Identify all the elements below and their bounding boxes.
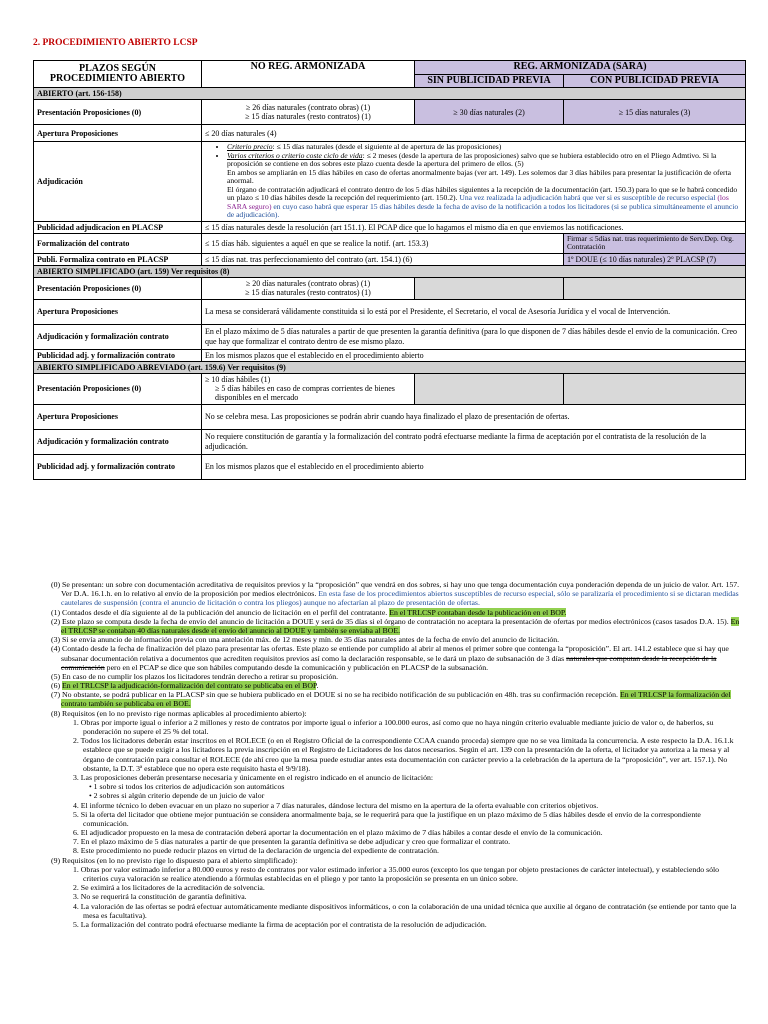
note-8-1: 1. Obras por importe igual o inferior a 2 millones y resto de contratos por importe igual o inferior a 100.000 euros, así como que no haya ningún criterio evaluable mediante juicio de valor o, de haberlos, su ponderación no supere el 25 % del total. [73,717,714,736]
note-2-highlight: En el TRLCSP se contaban 40 días naturales desde el envío del anuncio al DOUE y también se enviaba al BOE. [61,616,740,635]
note-2-text: (2) Este plazo se computa desde la fecha de envío del anuncio de licitación a DOUE y será de 35 días si el órgano de contratación no aceptara la presentación de ofertas por medios electrónicos (casos tasados D.A. 15). [51,616,731,626]
header-sara: REG. ARMONIZADA (SARA) [415,61,746,75]
simp-presentacion-obras: ≥ 20 días naturales (contrato obras) (1) [245,279,371,289]
note-9-1: 1. Obras por valor estimado inferior a 80.000 euros y resto de contratos por valor estimado inferior a 35.000 euros (excepto los que tengan por objeto prestaciones de carácter intelectual), y estableciendo sólo criterios cuya valoración se realice atendiendo a fórmulas establecidas en el pliego y por tanto la proposición se presenta en un único sobre. [73,864,720,883]
note-0-blue: En esta fase de los procedimientos abiertos susceptibles de recurso especial, sólo se paralizaría el procedimiento si se dictaran medidas cautelares de suspensión (contra el anuncio de licitación o contra los pliegos) aunque no afectarían al plazo de presentación de ofertas. [61,589,739,608]
abrev-adjudicacion-value: No requiere constitución de garantía y la formalización del contrato podrá efectuarse mediante la firma de aceptación por el contratista de la resolución de la adjudicación. [202,429,746,454]
note-8-5: 5. Si la oferta del licitador que obtiene mejor puntuación se considera anormalmente baja, se le requerirá para que la justifique en un plazo máximo de 5 días hábiles desde el envío de la correspondiente comunicación. [73,809,701,828]
note-8-3: 3. Las proposiciones deberán presentarse necesaria y únicamente en el registro indicado en el anuncio de licitación: [73,772,434,782]
adj-bullet-precio-text: : ≤ 15 días naturales (desde el siguiente al de apertura de las proposiciones) [272,142,502,152]
publi-formaliza-no: ≤ 15 días nat. tras perfeccionamiento del contrato (art. 154.1) (6) [202,253,564,265]
abrev-label-adjudicacion: Adjudicación y formalización contrato [34,429,202,454]
simp-presentacion-empty-1 [415,278,564,299]
simp-label-publicidad: Publicidad adj. y formalización contrato [34,349,202,361]
publicidad-adj-value: ≤ 15 días naturales desde la resolución (art 151.1). El PCAP dice que lo hagamos el mismo día en que enviemos las notificaciones. [202,221,746,233]
simp-apertura-value: La mesa se considerará válidamente constituida si lo está por el Presidente, el Secretario, el vocal de Asesoría Jurídica y el vocal de Intervención. [202,299,746,324]
presentacion-con-publicidad: ≥ 15 días naturales (3) [564,100,746,125]
simp-publicidad-value: En los mismos plazos que el establecido en el procedimiento abierto [202,349,746,361]
apertura-value: ≤ 20 días naturales (4) [202,125,746,142]
note-4-strike: naturales que computan desde la recepción de la comunicación [61,653,717,672]
row-label-publicidad-adj: Publicidad adjudicacion en PLACSP [34,221,202,233]
note-8-6: 6. El adjudicador propuesto en la mesa de contratación deberá aportar la documentación en el plazo máximo de 7 días hábiles a contar desde el envío de la comunicación. [73,828,603,838]
abrev-presentacion-empty-1 [415,374,564,405]
note-9-2: 2. Se eximirá a los licitadores de la acreditación de solvencia. [73,883,265,893]
adj-para-2a: El órgano de contratación adjudicará el contrato dentro de los 5 días hábiles siguientes a la recepción de la documentación (art. 150.3) para lo que se le habrá concedido un plazo ≤ 10 días hábiles desde la recepción del requerimiento (art. 150.2). [227,184,738,203]
abrev-label-apertura: Apertura Proposiciones [34,404,202,429]
note-1 [33,608,745,617]
presentacion-obras: ≥ 26 días naturales (contrato obras) (1) [245,103,371,112]
row-label-presentacion: Presentación Proposiciones (0) [34,100,202,125]
adj-bullet-varios-label: Varios criterios o criterio coste ciclo de vida [227,150,363,160]
row-label-formalizacion: Formalización del contrato [34,233,202,253]
simp-presentacion-value [202,278,415,299]
header-plazos: PLAZOS SEGÚN PROCEDIMIENTO ABIERTO [34,61,202,88]
formalizacion-sara: Firmar ≤ 5días nat. tras requerimiento de Serv.Dep. Org. Contratación [564,233,746,253]
note-8-3b: • 2 sobres si algún criterio depende de un juicio de valor [89,791,265,801]
adj-bullet-varios [227,152,742,169]
abrev-presentacion-1: ≥ 10 días hábiles (1) [205,375,271,385]
adj-bullet-varios-text: : ≤ 2 meses (desde la apertura de las proposiciones) salvo que se hubiera establecido otro en el Pliego Admtivo. Si la proposición se contiene en dos sobres este plazo cuenta desde la apertura del primero de ellos. (5) [227,150,717,169]
simp-label-adjudicacion: Adjudicación y formalización contrato [34,324,202,349]
header-sin-publicidad: SIN PUBLICIDAD PREVIA [415,74,564,88]
note-6 [33,681,745,690]
note-2 [33,617,745,635]
note-9-4: 4. La valoración de las ofertas se podrá efectuar automáticamente mediante dispositivos informáticos, o con la colaboración de una unidad técnica que auxilie al órgano de contratación (se entiende por tanto que la mesa es facultativa). [73,901,737,920]
note-6-highlight: En el TRLCSP la adjudicación-formalización del contrato se publicaba en el BOP [62,681,317,691]
simp-adjudicacion-value: En el plazo máximo de 5 días naturales a partir de que presenten la garantía definitiva (para lo que disponen de 7 días hábiles desde el envío de la comunicación. Creo que hay que formalizar el contrato dentro de ese mismo plazo. [202,324,746,349]
note-4 [33,644,745,672]
plazos-table [33,60,746,480]
abrev-presentacion-2: ≥ 5 días hábiles en caso de compras corrientes de bienes disponibles en el mercado [215,384,395,403]
row-label-publi-formaliza: Publi. Formaliza contrato en PLACSP [34,253,202,265]
section-abierto: ABIERTO (art. 156-158) [34,88,746,100]
note-6-num: (6) [51,681,63,691]
presentacion-sin-publicidad: ≥ 30 días naturales (2) [415,100,564,125]
abrev-presentacion-empty-2 [564,374,746,405]
note-1-text: (1) Contados desde el día siguiente al de la publicación del anuncio de licitación en el perfil del contratante. [51,607,390,617]
row-label-apertura: Apertura Proposiciones [34,125,202,142]
abrev-apertura-value: No se celebra mesa. Las proposiciones se podrán abrir cuando haya finalizado el plazo de presentación de ofertas. [202,404,746,429]
publi-formaliza-sara: 1º DOUE (≤ 10 días naturales) 2º PLACSP (7) [564,253,746,265]
adj-bullet-precio-label: Criterio precio [227,142,273,152]
section-simplificado: ABIERTO SIMPLIFICADO (art. 159) Ver requisitos (8) [34,266,746,278]
note-3: (3) Si se envía anuncio de información previa con una antelación máx. de 12 meses y mín. de 35 días naturales antes de la fecha de envío del anuncio de licitación. [51,635,560,645]
note-8-4: 4. El informe técnico lo deben evacuar en un plazo no superior a 7 días naturales, dándose lectura del mismo en la apertura de la oferta evaluable con criterios objetivos. [73,800,599,810]
formalizacion-no-armonizada: ≤ 15 días háb. siguientes a aquél en que se realice la notif. (art. 153.3) [202,233,564,253]
note-7-highlight: En el TRLCSP la formalización del contrato también se publicaba en el BOE. [61,690,731,709]
header-no-armonizada: NO REG. ARMONIZADA [202,61,415,88]
note-5: (5) En caso de no cumplir los plazos los licitadores tendrán derecho a retirar su proposición. [51,671,339,681]
note-4-tail: pero en el PCAP se dice que son hábiles computando desde la comunicación y publicación en PLACSP de la subsanación. [104,662,489,672]
simp-label-apertura: Apertura Proposiciones [34,299,202,324]
note-1-highlight: En el TRLCSP contaban desde la publicación en el BOP. [389,607,567,617]
abrev-presentacion-value [202,374,415,405]
note-9-3: 3. No se requerirá la constitución de garantía definitiva. [73,892,247,902]
abrev-label-publicidad: Publicidad adj. y formalización contrato [34,454,202,479]
note-7-text: (7) No obstante, se podrá publicar en la PLACSP sin que se hubiera publicado en el DOUE si no se ha recibido notificación de su publicación en 48h. tras su confirmación recepción. [51,690,620,700]
note-4-text: (4) Contado desde la fecha de finalización del plazo para presentar las ofertas. Este plazo se entiende por cumplido al abrir al menos el primer sobre que contenga la “proposición”. El art. 141.2 establece que si hay que subsanar documentación relativa a documentos que acrediten requisitos previos así como la declaración responsable, se le dará un plazo de subsanación de 3 días [51,644,729,663]
footnotes [33,580,745,929]
adjudicacion-value [202,142,746,222]
simp-label-presentacion: Presentación Proposiciones (0) [34,278,202,299]
document-title: 2. PROCEDIMIENTO ABIERTO LCSP [33,38,198,48]
note-8-8: 8. Este procedimiento no puede reducir plazos en virtud de la declaración de urgencia del expediente de contratación. [73,846,439,856]
note-6-dot: . [316,681,319,691]
adj-para-2b: Una vez realizada la adjudicación habrá que ver si es susceptible de recurso especial [457,193,718,203]
note-0 [33,580,745,608]
adj-para-2d: en cuyo caso habrá que esperar 15 días hábiles desde la fecha de aviso de la notificación a todos los licitadores (si se publica simultáneamente el anuncio de adjudicación). [227,201,739,220]
adj-para-2c: (los SARA seguro) [227,193,729,211]
note-8: (8) Requisitos (en lo no previsto rige normas aplicables al procedimiento abierto): [51,708,307,718]
note-9-5: 5. La formalización del contrato podrá efectuarse mediante la firma de aceptación por el contratista de la resolución de adjudicación. [73,919,487,929]
simp-presentacion-resto: ≥ 15 días naturales (resto contratos) (1) [245,288,371,298]
note-7 [33,690,745,708]
presentacion-no-armonizada [202,100,415,125]
note-8-3a: • 1 sobre si todos los criterios de adjudicación son automáticos [89,782,285,792]
note-9: (9) Requisitos (en lo no previsto rige lo dispuesto para el abierto simplificado): [51,855,298,865]
abrev-label-presentacion: Presentación Proposiciones (0) [34,374,202,405]
adj-para-1: En ambos se ampliarán en 15 días hábiles en caso de ofertas anormalmente bajas (ver art. 149). Les solemos dar 3 días hábiles para presentar la justificación de oferta anormal. [227,167,731,186]
header-con-publicidad: CON PUBLICIDAD PREVIA [564,74,746,88]
note-8-2: 2. Todos los licitadores deberán estar inscritos en el ROLECE (o en el Registro Oficial de la correspondiente CCAA cuando proceda) siempre que no se vea limitada la concurrencia. A este respecto la D.A. 16.1.k establece que se puede exigir a los licitadores la previa inscripción en el Registro de Licitadores de los datos necesarios. Según el art. 139 con la presentación de la oferta, el licitador ya autoriza a la mesa y al órgano de contratación para consultar el ROLECE (de ahí creo que la mesa puede estudiar antes esta documentación con carácter previo a la celebración de la apertura de la “proposición”, ver art. 157.1). No obstante, la D.T. 3ª establece que no opera este requisito hasta el 9/9/18). [73,736,734,773]
adj-para-2 [205,186,742,220]
row-label-adjudicacion: Adjudicación [34,142,202,222]
simp-presentacion-empty-2 [564,278,746,299]
abrev-publicidad-value: En los mismos plazos que el establecido en el procedimiento abierto [202,454,746,479]
note-0-text: (0) Se presentan: un sobre con documentación acreditativa de requisitos previos y la “proposición” que vendrá en dos sobres, si hay uno que tenga documentación cuya ponderación dependa de un juicio de valor. Art. 157. Ver D.A. 16.1.h. en lo relativo al envío de la proposición por medios electrónicos. [51,580,740,599]
note-8-7: 7. En el plazo máximo de 5 días naturales a partir de que presenten la garantía definitiva se debe adjudicar y creo que formalizar el contrato. [73,837,511,847]
section-abreviado: ABIERTO SIMPLIFICADO ABREVIADO (art. 159.6) Ver requisitos (9) [34,361,746,373]
presentacion-resto: ≥ 15 días naturales (resto contratos) (1) [245,112,371,122]
